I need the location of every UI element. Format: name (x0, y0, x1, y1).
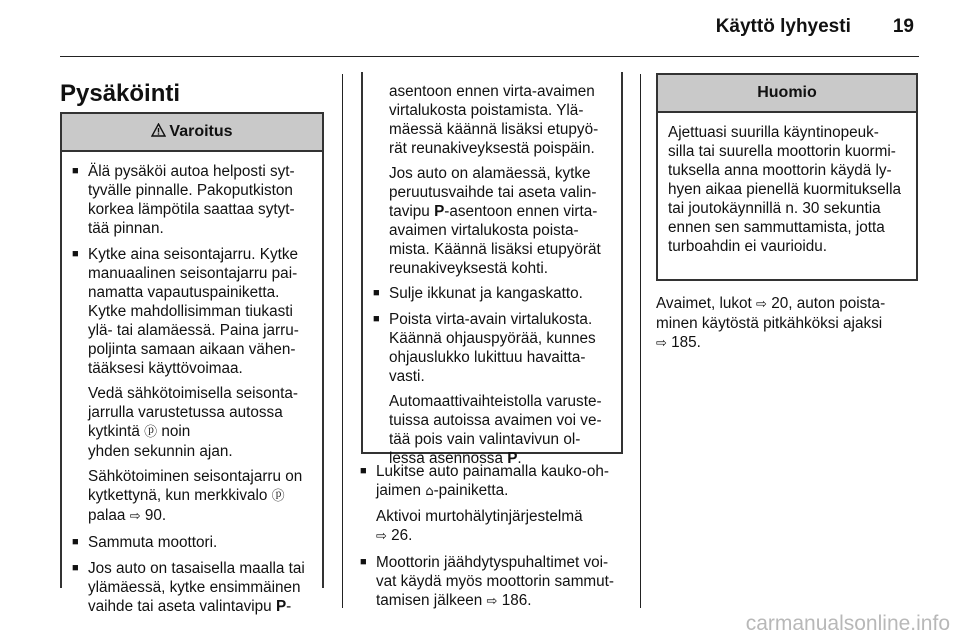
parking-brake-icon: ⓟ (144, 425, 158, 440)
page-number: 19 (892, 16, 914, 37)
gear-position-label: P (275, 598, 287, 615)
text-line: manuaalinen seisontajarru pai- (88, 265, 298, 282)
bullet-mark: ■ (72, 562, 79, 574)
text-line: hyen aikaa pienellä kuormituksella (668, 181, 901, 198)
parking-brake-icon: ⓟ (271, 489, 285, 504)
watermark: carmanualsonline.info (745, 612, 950, 635)
text-line: vaihde tai aseta valintavipu (88, 598, 272, 615)
page-ref-link[interactable]: 26. (391, 527, 413, 544)
text-line: kytkettynä, kun merkkivalo (88, 487, 268, 504)
page-ref-arrow-icon: ⇨ (486, 594, 498, 609)
text-line: Poista virta-avain virtalukosta. (389, 311, 593, 328)
page-ref-arrow-icon: ⇨ (756, 297, 767, 312)
text-line: poljinta samaan aikaan vähen- (88, 341, 296, 358)
list-item (72, 245, 310, 526)
text-line: rät reunakiveyksestä poispäin. (389, 140, 595, 157)
page-ref-link[interactable]: 20, auton poista- (771, 295, 886, 312)
warning-heading-text: Varoitus (169, 123, 233, 140)
text-line: Lukitse auto painamalla kauko-oh- (376, 463, 609, 480)
page-ref-arrow-icon: ⇨ (656, 336, 667, 351)
text-line: Sähkötoiminen seisontajarru on (88, 468, 303, 485)
text-line: reunakiveyksestä kohti. (389, 260, 548, 277)
text-line: vat käydä myös moottorin sammut- (376, 573, 615, 590)
text-line: minen käytöstä pitkähköksi ajaksi (656, 315, 883, 332)
gear-position-label: P (507, 450, 518, 467)
bullet-mark: ■ (373, 287, 380, 299)
text-line: palaa (88, 507, 126, 524)
text-line: Automaattivaihteistolla varuste- (389, 393, 602, 410)
text-line: . (517, 450, 522, 467)
text-line: virtalukosta poistamista. Ylä- (389, 102, 584, 119)
bullet-mark: ■ (360, 556, 367, 568)
text-line: Älä pysäköi autoa helposti syt- (88, 163, 295, 180)
text-line: tuissa autoissa avaimen voi ve- (389, 412, 602, 429)
warning-box-heading (62, 114, 322, 152)
bullet-mark: ■ (373, 313, 380, 325)
text-line: Vedä sähkötoimisella seisonta- (88, 385, 299, 402)
note-box (656, 73, 918, 281)
page-ref-arrow-icon: ⇨ (376, 529, 387, 544)
text-line: turboahdin ei vaurioidu. (668, 238, 828, 255)
list-item (72, 533, 310, 552)
text-line: -painiketta. (433, 482, 509, 499)
text-line: Sulje ikkunat ja kangaskatto. (389, 285, 583, 302)
text-line: peruutusvaihde tai aseta valin- (389, 184, 597, 201)
text-line: mäessä käännä lisäksi etupyö- (389, 121, 599, 138)
text-line: tai joutokäynnillä n. 30 sekuntia (668, 200, 881, 217)
column-divider (342, 74, 343, 608)
text-line: Jos auto on tasaisella maalla tai (88, 560, 305, 577)
text-line: Käännä ohjauspyörää, kunnes (389, 330, 596, 347)
text-line: Kytke aina seisontajarru. Kytke (88, 246, 299, 263)
text-line: -asentoon ennen virta- (444, 203, 598, 220)
parking-steps-continued (360, 462, 628, 618)
warning-box (60, 112, 324, 615)
text-line: noin (161, 423, 191, 440)
text-line: tyvälle pinnalle. Pakoputkiston (88, 182, 293, 199)
list-item (72, 162, 310, 238)
text-line: ylä- tai alamäessä. Paina jarru- (88, 322, 299, 339)
text-line: Avaimet, lukot (656, 295, 752, 312)
warning-box-continued (361, 72, 623, 467)
page-ref-link[interactable]: 185. (671, 334, 701, 351)
text-line: tääksesi käyttövoimaa. (88, 360, 243, 377)
text-line: kytkintä (88, 423, 140, 440)
page-ref-arrow-icon: ⇨ (129, 509, 141, 524)
note-box-heading: Huomio (658, 75, 916, 113)
header-title: Käyttö lyhyesti (715, 16, 851, 37)
text-line: lessa asennossa (389, 450, 503, 467)
column-divider (640, 74, 641, 608)
text-line: vasti. (389, 368, 425, 385)
text-line: korkea lämpötila saattaa sytyt- (88, 201, 295, 218)
text-line: tää pois vain valintavivun ol- (389, 431, 581, 448)
text-line: tää pinnan. (88, 220, 164, 237)
list-item (373, 310, 609, 468)
text-line: Jos auto on alamäessä, kytke (389, 165, 591, 182)
text-line: yhden sekunnin ajan. (88, 443, 233, 460)
page-header (716, 16, 914, 38)
text-line: ohjauslukko lukittuu havaitta- (389, 349, 586, 366)
text-line: - (286, 598, 292, 615)
bullet-mark: ■ (72, 165, 79, 177)
page-ref-link[interactable]: 90. (144, 507, 167, 524)
text-line: Sammuta moottori. (88, 534, 218, 551)
text-line: Kytke mahdollisimman tiukasti (88, 303, 293, 320)
text-line: ennen sen sammuttamista, jotta (668, 219, 885, 236)
cross-reference-paragraph (656, 294, 918, 353)
list-item (373, 284, 609, 303)
text-line: asentoon ennen virta-avaimen (389, 83, 595, 100)
text-line: silla tai suurella moottorin kuormi- (668, 143, 896, 160)
text-line: mista. Käännä lisäksi etupyörät (389, 241, 601, 258)
list-item (360, 462, 628, 546)
text-line: Aktivoi murtohälytinjärjestelmä (376, 508, 583, 525)
bullet-mark: ■ (360, 465, 367, 477)
text-line: Moottorin jäähdytyspuhaltimet voi- (376, 554, 609, 571)
list-item (360, 553, 628, 611)
text-line: tamisen jälkeen (376, 592, 483, 609)
text-line: tuksella anna moottorin käydä ly- (668, 162, 892, 179)
text-line: avaimen virtalukosta poista- (389, 222, 579, 239)
text-line: Ajettuasi suurilla käyntinopeuk- (668, 124, 879, 141)
text-line: tavipu (389, 203, 430, 220)
text-line: ylämäessä, kytke ensimmäinen (88, 579, 301, 596)
bullet-mark: ■ (72, 248, 79, 260)
text-line: namatta vapautuspainiketta. (88, 284, 280, 301)
lock-button-icon: ⌂ (425, 484, 434, 499)
warning-triangle-icon (151, 123, 166, 141)
text-line: jaimen (376, 482, 422, 499)
page-ref-link[interactable]: 186. (501, 592, 532, 609)
section-title: Pysäköinti (60, 80, 181, 107)
gear-position-label: P (434, 203, 445, 220)
header-rule (60, 56, 919, 57)
list-item (72, 559, 310, 616)
text-line: jarrulla varustetussa autossa (88, 404, 283, 421)
bullet-mark: ■ (72, 536, 79, 548)
